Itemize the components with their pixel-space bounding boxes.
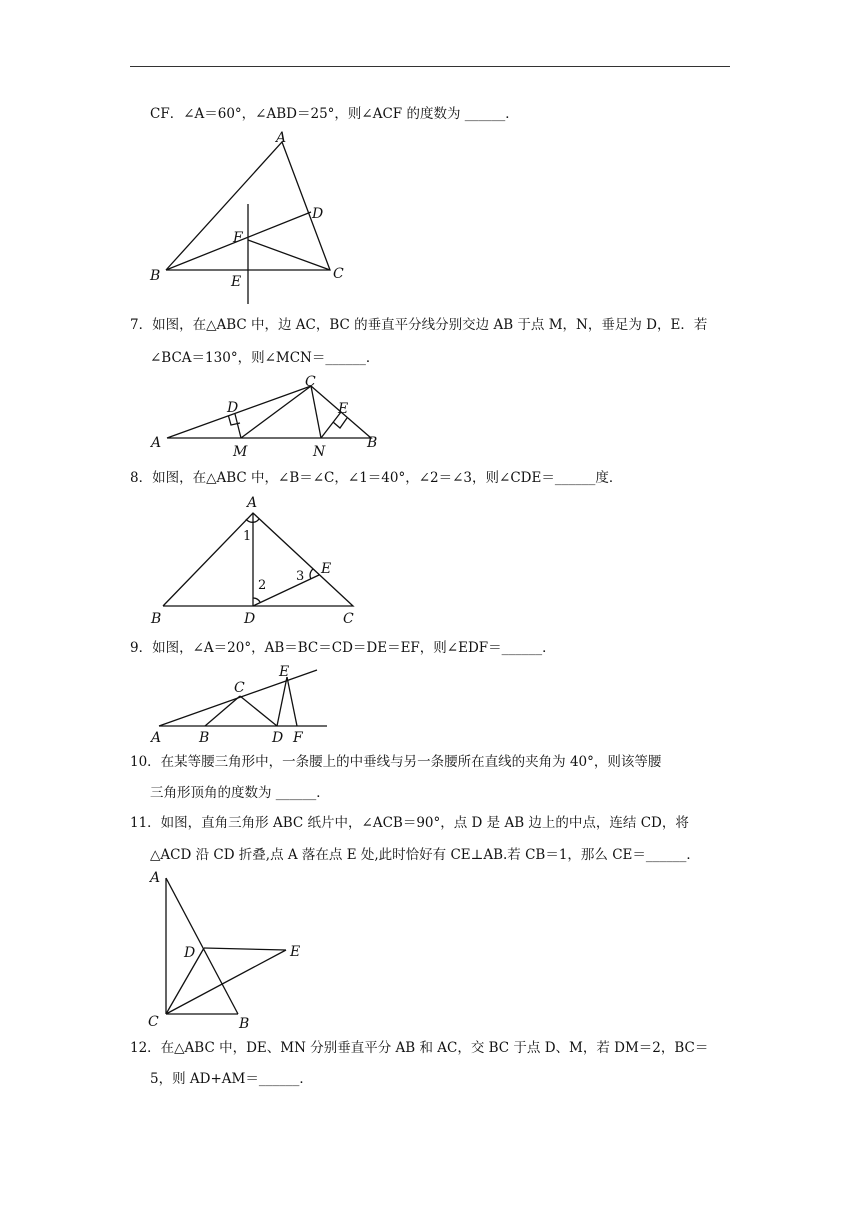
q7-text-line2: ∠BCA＝130°，则∠MCN＝______． [150, 350, 380, 366]
q8-label-c: C [343, 611, 354, 627]
q9-segment-cd [240, 696, 277, 726]
q7-label-a: A [151, 435, 162, 451]
q8-label-d: D [244, 611, 256, 627]
q8-text: 8．如图，在△ABC 中，∠B＝∠C，∠1＝40°，∠2＝∠3，则∠CDE＝______度． [130, 470, 623, 486]
q9-label-d: D [272, 730, 284, 746]
q6-label-d: D [312, 206, 324, 222]
q11-label-a: A [150, 870, 161, 886]
q6-label-b: B [150, 268, 161, 284]
q7-label-m: M [233, 444, 248, 460]
q11-label-d: D [184, 945, 196, 961]
q7-label-d: D [227, 400, 239, 416]
q8-angle-arc-2 [253, 598, 260, 602]
q9-label-f: F [293, 730, 303, 746]
q8-label-2: 2 [258, 578, 267, 593]
q7-figure [145, 372, 395, 462]
q9-figure [145, 660, 345, 750]
q6-label-f: F [233, 230, 243, 246]
q6-figure [140, 130, 360, 310]
q11-segment-ab [166, 878, 238, 1014]
q6-label-e: E [231, 274, 242, 290]
q11-text-line1: 11．如图，直角三角形 ABC 纸片中，∠ACB＝90°，点 D 是 AB 边上的中点，连结 CD，将 [130, 815, 689, 831]
q7-label-b: B [367, 435, 378, 451]
q9-segment-de [277, 677, 287, 726]
q8-figure [145, 493, 375, 633]
q8-label-3: 3 [296, 569, 305, 584]
q7-segment-mc [241, 386, 311, 438]
q7-text-line1: 7．如图，在△ABC 中，边 AC，BC 的垂直平分线分别交边 AB 于点 M，N，垂足为 D，E．若 [130, 317, 708, 333]
q8-label-e: E [321, 561, 332, 577]
header-rule [130, 66, 730, 67]
q8-label-1: 1 [243, 529, 252, 544]
q7-label-e: E [338, 401, 349, 417]
q9-label-a: A [151, 730, 162, 746]
q9-label-e: E [279, 664, 290, 680]
q6-label-a: A [276, 130, 287, 146]
q11-figure [140, 866, 320, 1036]
q9-text: 9．如图，∠A＝20°，AB＝BC＝CD＝DE＝EF，则∠EDF＝______． [130, 640, 556, 656]
q9-segment-ef [287, 677, 297, 726]
q10-text-line2: 三角形顶角的度数为 ______． [150, 785, 330, 801]
q11-label-b: B [239, 1016, 250, 1032]
q6-label-c: C [333, 266, 344, 282]
q7-label-n: N [313, 444, 326, 460]
q9-segment-bc [205, 696, 240, 726]
q11-segment-de [204, 948, 286, 950]
q6-text: CF．∠A＝60°，∠ABD＝25°，则∠ACF 的度数为 ______． [150, 106, 519, 122]
q11-text-line2: △ACD 沿 CD 折叠,点 A 落在点 E 处,此时恰好有 CE⊥AB.若 CB＝1，那么 CE＝______． [150, 847, 700, 863]
q7-label-c: C [305, 374, 316, 390]
q12-text-line2: 5，则 AD+AM＝______． [150, 1071, 313, 1087]
q11-label-c: C [148, 1014, 159, 1030]
q8-label-a: A [247, 495, 258, 511]
q11-label-e: E [290, 944, 301, 960]
q12-text-line1: 12．在△ABC 中，DE、MN 分别垂直平分 AB 和 AC，交 BC 于点 D、M，若 DM＝2，BC＝ [130, 1040, 709, 1056]
q7-right-angle-d [229, 416, 241, 425]
q9-label-c: C [234, 680, 245, 696]
q10-text-line1: 10．在某等腰三角形中，一条腰上的中垂线与另一条腰所在直线的夹角为 40°，则该等腰 [130, 754, 662, 770]
q7-perp-dm [235, 414, 241, 438]
q9-label-b: B [199, 730, 210, 746]
q6-segment-fc [248, 240, 330, 270]
q8-label-b: B [151, 611, 162, 627]
